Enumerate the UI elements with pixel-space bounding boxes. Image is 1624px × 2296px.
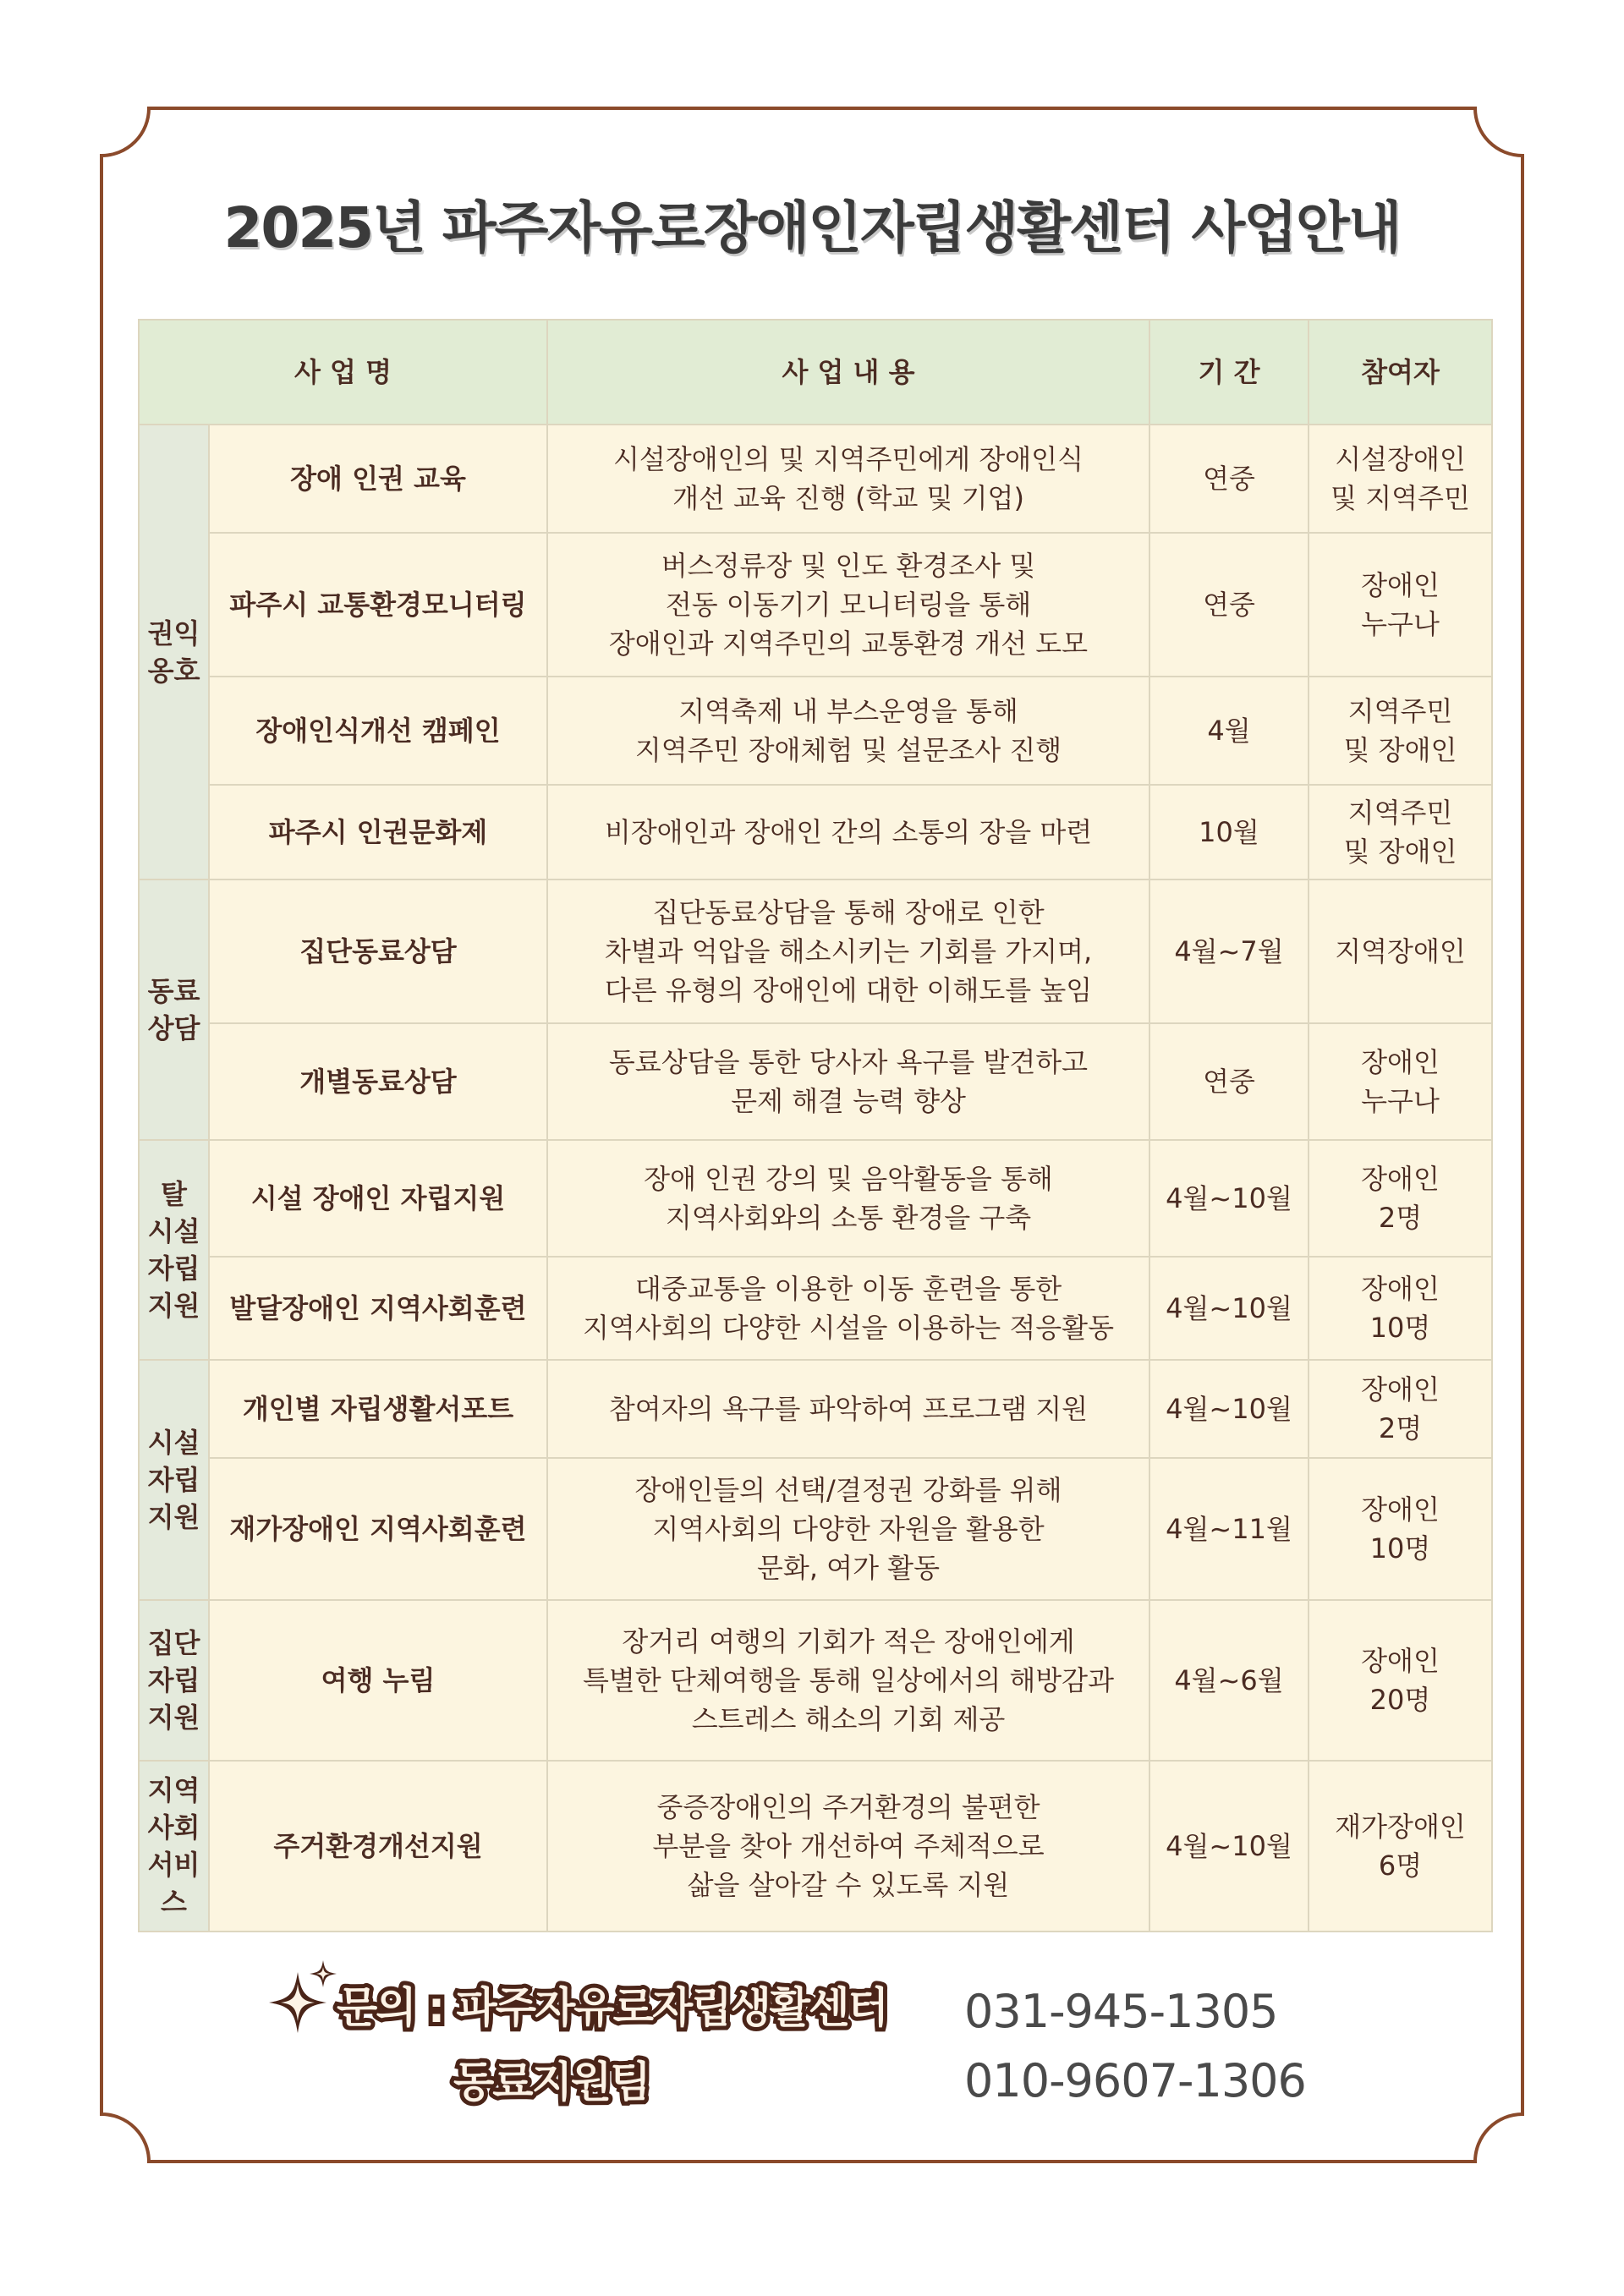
contact-team: 동료지원팀 (453, 2058, 650, 2107)
header-business-content: 사 업 내 용 (547, 320, 1149, 425)
business-name-cell: 재가장애인 지역사회훈련 (209, 1458, 547, 1600)
business-name-cell: 장애인식개선 캠페인 (209, 677, 547, 785)
business-content-cell: 동료상담을 통한 당사자 욕구를 발견하고 문제 해결 능력 향상 (547, 1023, 1149, 1140)
table-row (139, 1600, 1492, 1761)
business-content-cell: 집단동료상담을 통해 장애로 인한 차별과 억압을 해소시키는 기회를 가지며, 다른 유형의 장애인에 대한 이해도를 높임 (547, 879, 1149, 1023)
business-content-cell: 참여자의 욕구를 파악하여 프로그램 지원 (547, 1360, 1149, 1458)
period-cell: 4월 (1149, 677, 1309, 785)
table-row (139, 1023, 1492, 1140)
business-table (138, 319, 1493, 1932)
period-cell: 4월~10월 (1149, 1360, 1309, 1458)
participants-cell: 장애인 10명 (1309, 1257, 1492, 1360)
header-period: 기 간 (1149, 320, 1309, 425)
business-name-cell: 집단동료상담 (209, 879, 547, 1023)
page-title: 2025년 파주자유로장애인자립생활센터 사업안내 (223, 195, 1401, 260)
participants-cell: 장애인 2명 (1309, 1360, 1492, 1458)
table-row (139, 533, 1492, 677)
business-content-cell: 장애 인권 강의 및 음악활동을 통해 지역사회와의 소통 환경을 구축 (547, 1140, 1149, 1257)
participants-cell: 시설장애인 및 지역주민 (1309, 425, 1492, 533)
participants-cell: 장애인 누구나 (1309, 1023, 1492, 1140)
participants-cell: 장애인 10명 (1309, 1458, 1492, 1600)
business-content-cell: 비장애인과 장애인 간의 소통의 장을 마련 (547, 785, 1149, 879)
business-name-cell: 발달장애인 지역사회훈련 (209, 1257, 547, 1360)
sparkle-icon (267, 1960, 340, 2036)
business-content-cell: 지역축제 내 부스운영을 통해 지역주민 장애체험 및 설문조사 진행 (547, 677, 1149, 785)
header-participants: 참여자 (1309, 320, 1492, 425)
period-cell: 10월 (1149, 785, 1309, 879)
period-cell: 4월~10월 (1149, 1257, 1309, 1360)
phone-number-2[interactable]: 010-9607-1306 (964, 2053, 1306, 2107)
participants-cell: 재가장애인 6명 (1309, 1761, 1492, 1932)
period-cell: 4월~6월 (1149, 1600, 1309, 1761)
participants-cell: 장애인 누구나 (1309, 533, 1492, 677)
period-cell: 연중 (1149, 425, 1309, 533)
participants-cell: 지역장애인 (1309, 879, 1492, 1023)
contact-label: 문의 : 파주자유로자립생활센터 (337, 1983, 887, 2032)
participants-cell: 지역주민 및 장애인 (1309, 677, 1492, 785)
business-name-cell: 개인별 자립생활서포트 (209, 1360, 547, 1458)
period-cell: 연중 (1149, 533, 1309, 677)
phone-number-1[interactable]: 031-945-1305 (964, 1984, 1278, 2038)
category-cell: 탈 시설 자립 지원 (139, 1140, 209, 1360)
business-content-cell: 대중교통을 이용한 이동 훈련을 통한 지역사회의 다양한 시설을 이용하는 적응활동 (547, 1257, 1149, 1360)
table-header-row (139, 320, 1492, 425)
table-row (139, 1761, 1492, 1932)
participants-cell: 지역주민 및 장애인 (1309, 785, 1492, 879)
table-row (139, 1360, 1492, 1458)
business-content-cell: 장애인들의 선택/결정권 강화를 위해 지역사회의 다양한 자원을 활용한 문화, 여가 활동 (547, 1458, 1149, 1600)
header-business-name: 사 업 명 (139, 320, 547, 425)
business-name-cell: 개별동료상담 (209, 1023, 547, 1140)
table-row (139, 1140, 1492, 1257)
period-cell: 4월~11월 (1149, 1458, 1309, 1600)
period-cell: 4월~10월 (1149, 1140, 1309, 1257)
business-name-cell: 파주시 교통환경모니터링 (209, 533, 547, 677)
business-name-cell: 장애 인권 교육 (209, 425, 547, 533)
business-name-cell: 파주시 인권문화제 (209, 785, 547, 879)
participants-cell: 장애인 2명 (1309, 1140, 1492, 1257)
business-content-cell: 시설장애인의 및 지역주민에게 장애인식 개선 교육 진행 (학교 및 기업) (547, 425, 1149, 533)
business-content-cell: 버스정류장 및 인도 환경조사 및 전동 이동기기 모니터링을 통해 장애인과 지역주민의 교통환경 개선 도모 (547, 533, 1149, 677)
period-cell: 4월~10월 (1149, 1761, 1309, 1932)
business-content-cell: 장거리 여행의 기회가 적은 장애인에게 특별한 단체여행을 통해 일상에서의 해방감과 스트레스 해소의 기회 제공 (547, 1600, 1149, 1761)
business-name-cell: 시설 장애인 자립지원 (209, 1140, 547, 1257)
period-cell: 4월~7월 (1149, 879, 1309, 1023)
participants-cell: 장애인 20명 (1309, 1600, 1492, 1761)
category-cell: 권익 옹호 (139, 425, 209, 879)
table-row (139, 425, 1492, 533)
category-cell: 지역 사회 서비 스 (139, 1761, 209, 1932)
table-row (139, 1257, 1492, 1360)
period-cell: 연중 (1149, 1023, 1309, 1140)
business-content-cell: 중증장애인의 주거환경의 불편한 부분을 찾아 개선하여 주체적으로 삶을 살아갈 수 있도록 지원 (547, 1761, 1149, 1932)
table-row (139, 677, 1492, 785)
table-row (139, 1458, 1492, 1600)
table-row (139, 879, 1492, 1023)
category-cell: 동료 상담 (139, 879, 209, 1140)
table-body (139, 425, 1492, 1932)
category-cell: 집단 자립 지원 (139, 1600, 209, 1761)
business-name-cell: 주거환경개선지원 (209, 1761, 547, 1932)
table-row (139, 785, 1492, 879)
category-cell: 시설 자립 지원 (139, 1360, 209, 1600)
business-name-cell: 여행 누림 (209, 1600, 547, 1761)
